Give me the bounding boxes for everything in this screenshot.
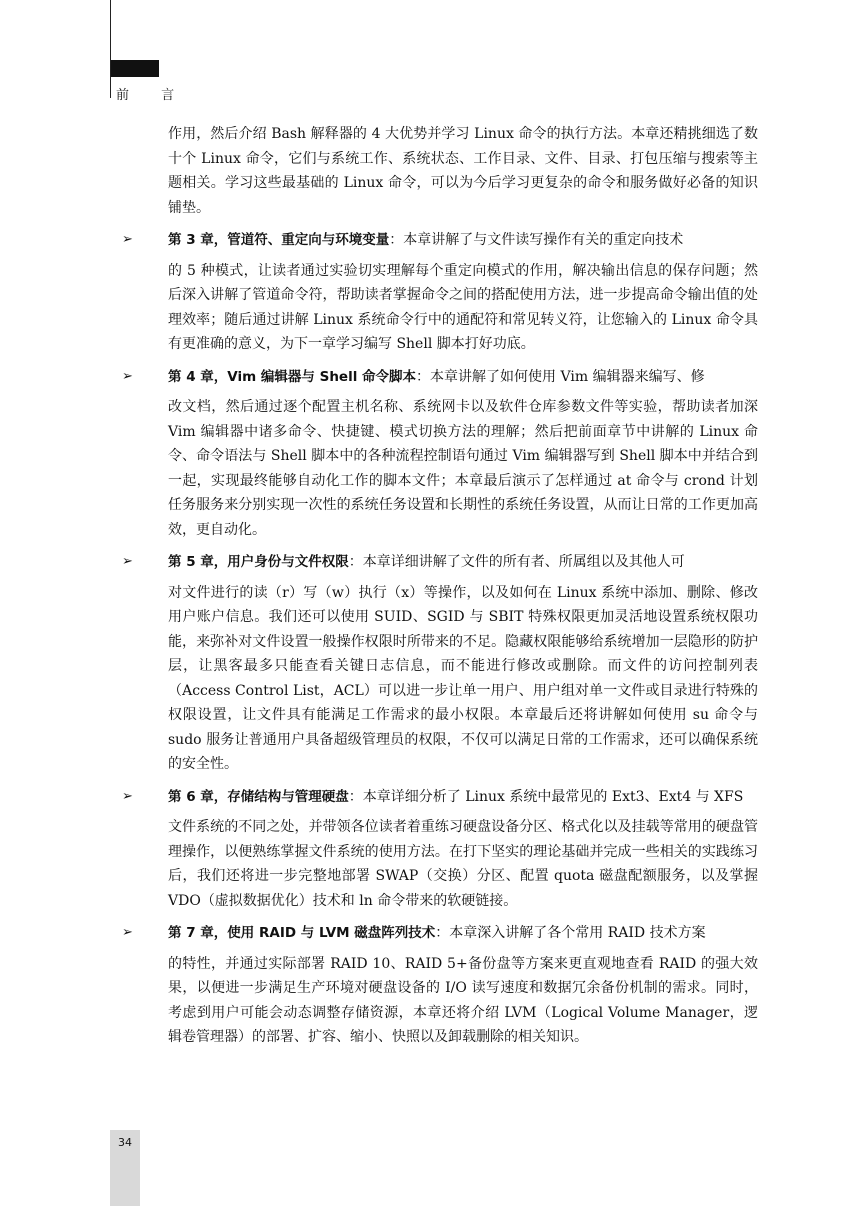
item-body: 改文档，然后通过逐个配置主机名称、系统网卡以及软件仓库参数文件等实验，帮助读者加深 Vim 编辑器中诸多命令、快捷键、模式切换方法的理解；然后把前面章节中讲解的 Linux 命令、命令语法与 Shell 脚本中的各种流程控制语句通过 Vim 编辑器写到 Shell 脚本中并结合到一起，实现最终能够自动化工作的脚本文件；本章最后演示了怎样通过 at 命令与 crond 计划任务服务来分别实现一次性的系统任务设置和长期性的系统任务设置，从而让日常的工作更加高效，更自动化。	[168, 399, 758, 538]
item-title: 第 3 章，管道符、重定向与环境变量	[168, 232, 390, 248]
item-title: 第 4 章，Vim 编辑器与 Shell 命令脚本	[168, 368, 417, 385]
intro-paragraph: 作用，然后介绍 Bash 解释器的 4 大优势并学习 Linux 命令的执行方法。本章还精挑细选了数十个 Linux 命令，它们与系统工作、系统状态、工作目录、文件、目录、打包压缩与搜索等主题相关。学习这些最基础的 Linux 命令，可以为今后学习更复杂的命令和服务做好必备的知识铺垫。	[168, 126, 758, 216]
body-text	[118, 122, 758, 1058]
page-number: 34	[118, 1136, 132, 1149]
page-number-tab	[110, 1130, 140, 1206]
bullet-icon: ➢	[122, 554, 133, 569]
item-title: 第 6 章，存储结构与管理硬盘	[168, 788, 349, 805]
list-item-ch6	[118, 785, 758, 914]
header-rule	[110, 0, 111, 98]
bullet-icon: ➢	[122, 368, 133, 384]
item-lead: ：本章深入讲解了各个常用 RAID 技术方案	[435, 925, 706, 941]
item-lead: ：本章详细分析了 Linux 系统中最常见的 Ext3、Ext4 与 XFS	[348, 788, 744, 805]
item-body: 文件系统的不同之处，并带领各位读者着重练习硬盘设备分区、格式化以及挂载等常用的硬盘管理操作，以便熟练掌握文件系统的使用方法。在打下坚实的理论基础并完成一些相关的实践练习后，我们还将进一步完整地部署 SWAP（交换）分区、配置 quota 磁盘配额服务，以及掌握 VDO（虚拟数据优化）技术和 ln 命令带来的软硬链接。	[168, 819, 758, 909]
item-title: 第 5 章，用户身份与文件权限	[168, 554, 349, 570]
list-item-ch4	[118, 365, 758, 543]
list-item-ch5	[118, 550, 758, 777]
item-lead: ：本章详细讲解了文件的所有者、所属组以及其他人可	[348, 554, 685, 570]
bullet-icon: ➢	[122, 232, 133, 247]
item-lead: ：本章讲解了如何使用 Vim 编辑器来编写、修	[416, 368, 705, 385]
item-body: 对文件进行的读（r）写（w）执行（x）等操作，以及如何在 Linux 系统中添加、删除、修改用户账户信息。我们还可以使用 SUID、SGID 与 SBIT 特殊权限更加灵活地设置系统权限功能，来弥补对文件设置一般操作权限时所带来的不足。隐藏权限能够给系统增加一层隐形的防护层，让黑客最多只能查看关键日志信息，而不能进行修改或删除。而文件的访问控制列表（Access Control List，ACL）可以进一步让单一用户、用户组对单一文件或目录进行特殊的权限设置，让文件具有能满足工作需求的最小权限。本章最后还将讲解如何使用 su 命令与 sudo 服务让普通用户具备超级管理员的权限，不仅可以满足日常的工作需求，还可以确保系统的安全性。	[168, 584, 758, 772]
list-item-ch7	[118, 921, 758, 1050]
bullet-icon: ➢	[122, 925, 133, 940]
bullet-icon: ➢	[122, 788, 133, 804]
item-title: 第 7 章，使用 RAID 与 LVM 磁盘阵列技术	[168, 925, 436, 941]
running-header: 前 言	[116, 88, 189, 103]
item-lead: ：本章讲解了与文件读写操作有关的重定向技术	[389, 232, 684, 248]
list-item-ch3	[118, 228, 758, 357]
item-body: 的 5 种模式，让读者通过实验切实理解每个重定向模式的作用，解决输出信息的保存问题；然后深入讲解了管道命令符，帮助读者掌握命令之间的搭配使用方法，进一步提高命令输出值的处理效率；随后通过讲解 Linux 系统命令行中的通配符和常见转义符，让您输入的 Linux 命令具有更准确的意义，为下一章学习编写 Shell 脚本打好功底。	[168, 262, 758, 352]
header-black-bar	[111, 60, 159, 77]
item-body: 的特性，并通过实际部署 RAID 10、RAID 5+备份盘等方案来更直观地查看 RAID 的强大效果，以便进一步满足生产环境对硬盘设备的 I/O 读写速度和数据冗余备份机制的需求。同时，考虑到用户可能会动态调整存储资源，本章还将介绍 LVM（Logical Volume Manager，逻辑卷管理器）的部署、扩容、缩小、快照以及卸载删除的相关知识。	[168, 955, 758, 1045]
